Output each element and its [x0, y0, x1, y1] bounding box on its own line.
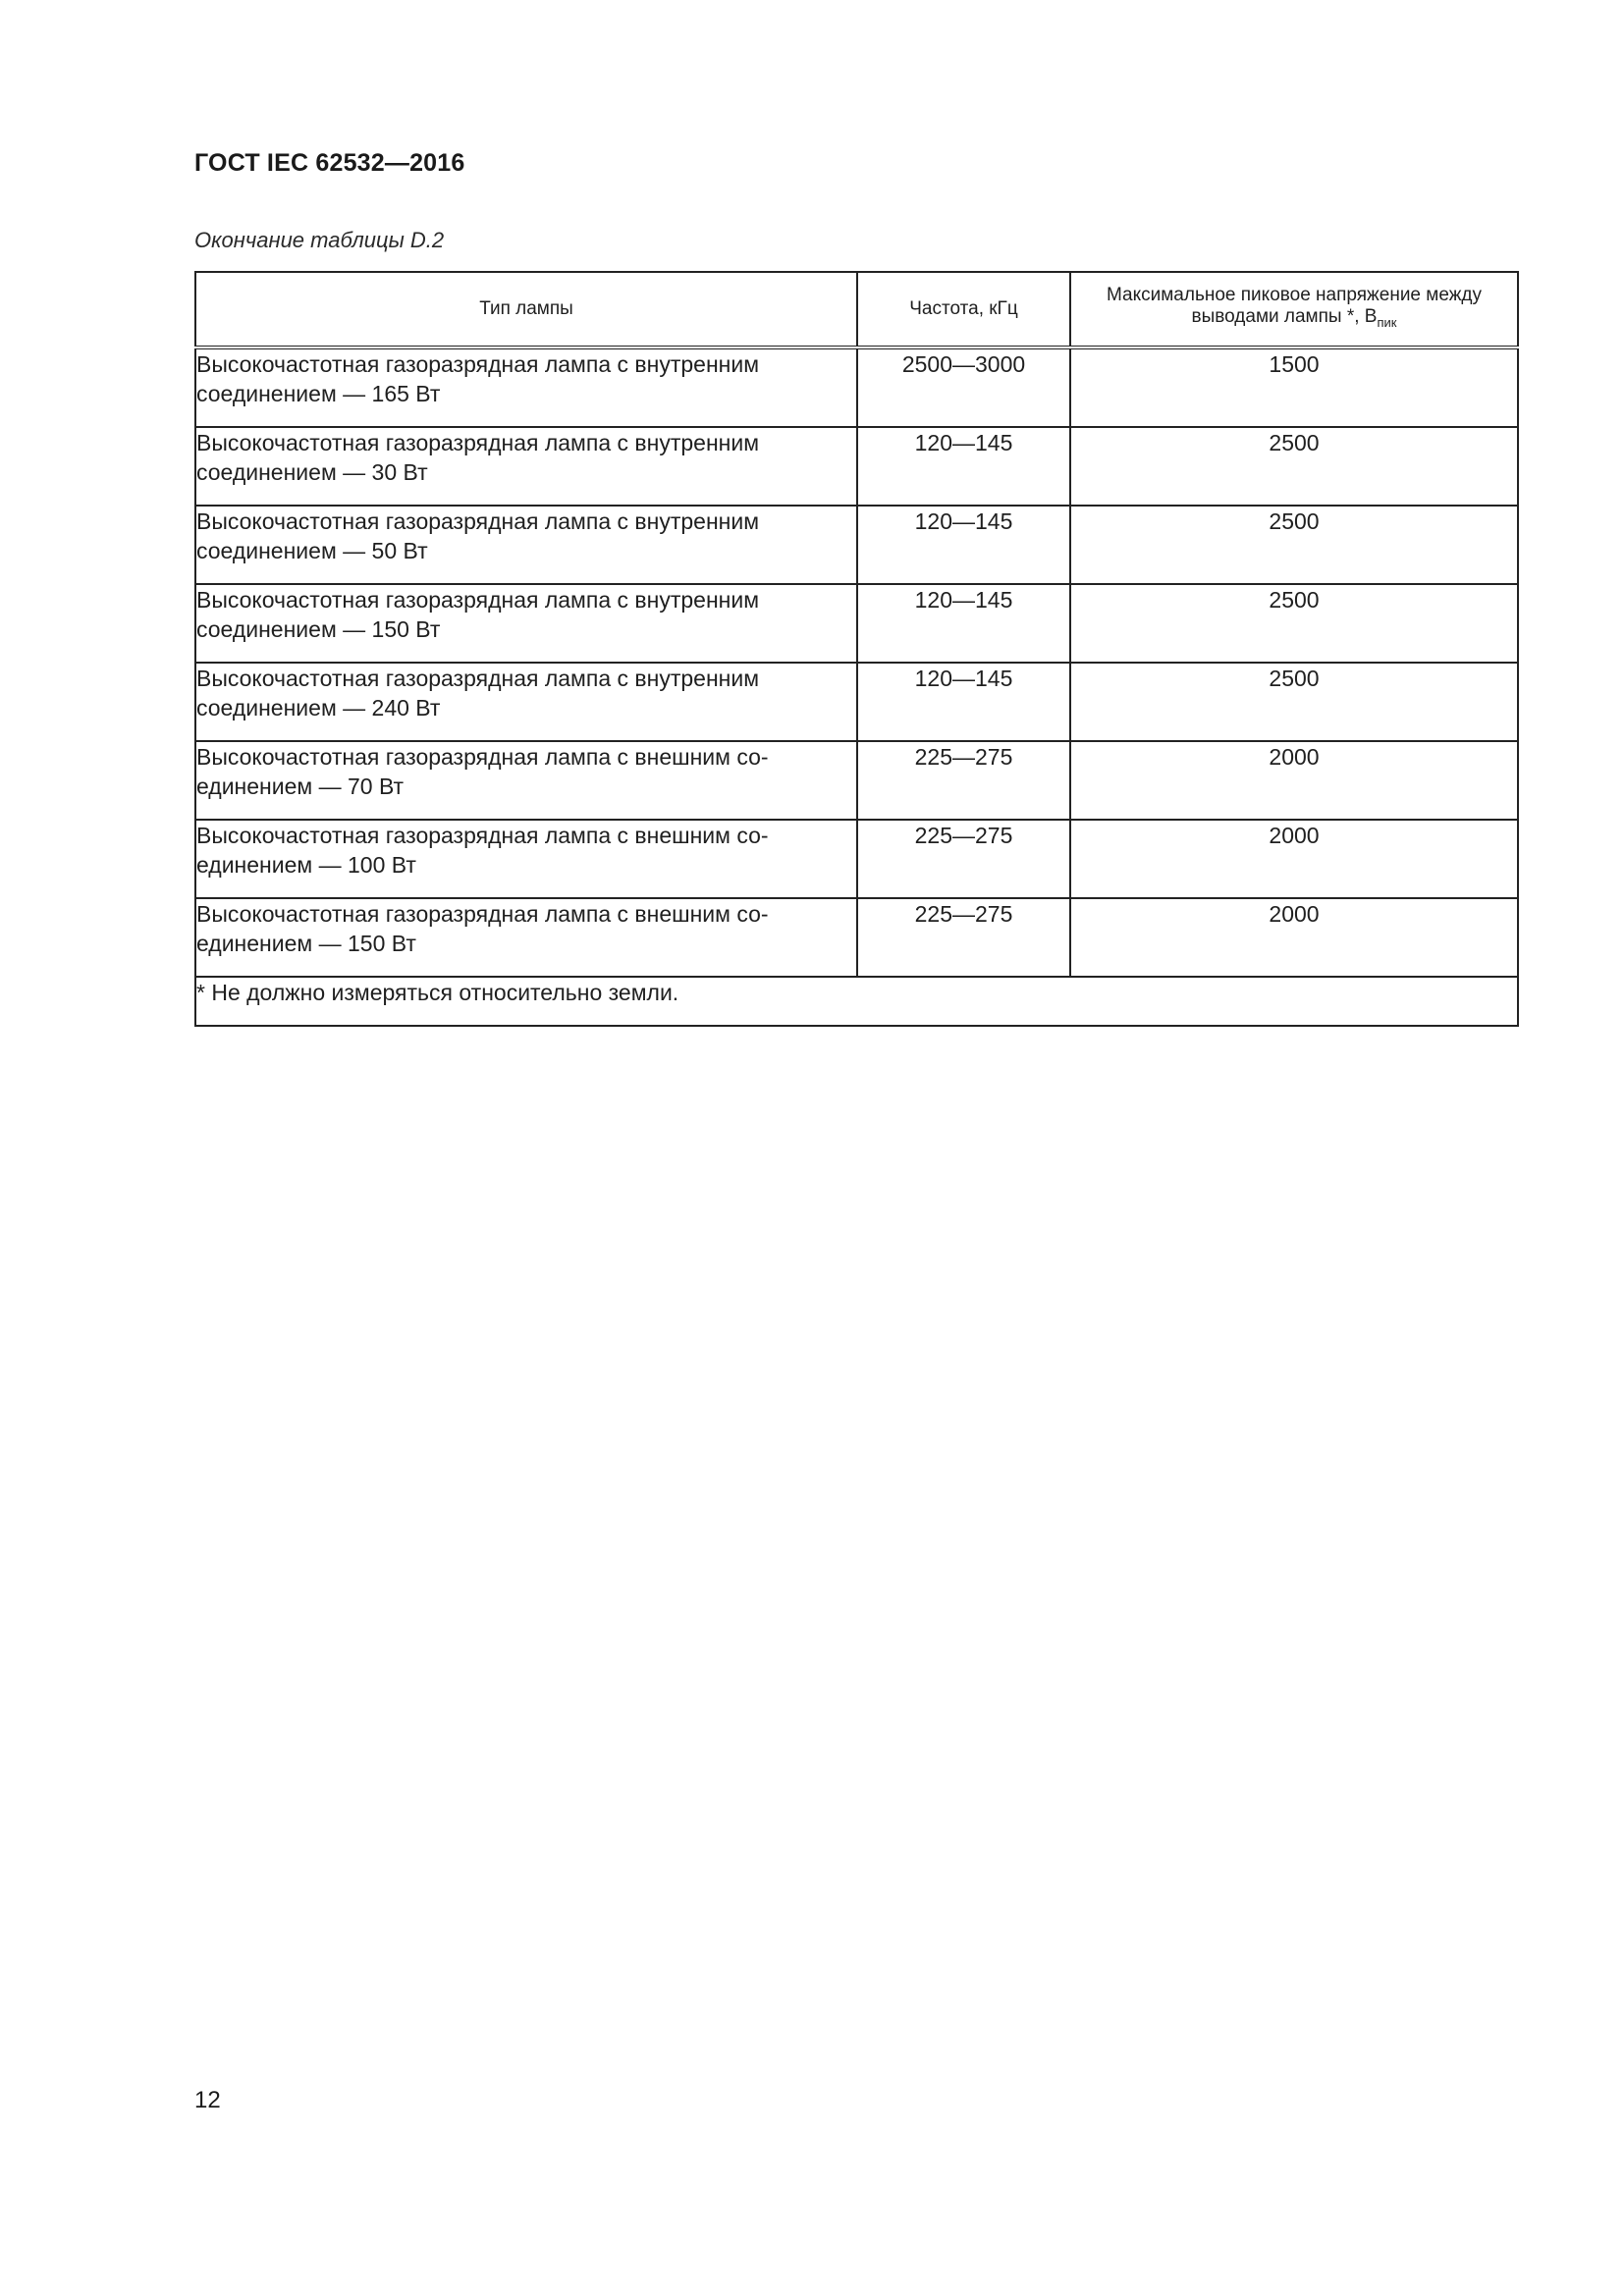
frequency-cell: 225—275	[857, 741, 1070, 820]
table-header-row	[195, 272, 1518, 347]
lamp-type-cell: Высокочастотная газоразрядная лампа с внешним со-единением — 150 Вт	[195, 898, 857, 977]
frequency-cell: 120—145	[857, 584, 1070, 663]
lamp-type-cell: Высокочастотная газоразрядная лампа с внутренним соединением — 50 Вт	[195, 506, 857, 584]
voltage-cell: 2500	[1070, 506, 1518, 584]
lamp-voltage-table	[194, 271, 1519, 1027]
table-row	[195, 347, 1518, 427]
table-row	[195, 427, 1518, 506]
column-header-frequency: Частота, кГц	[857, 272, 1070, 347]
voltage-cell: 2000	[1070, 820, 1518, 898]
voltage-header-text: Максимальное пиковое напряжение между выводами лампы *, В	[1107, 285, 1482, 327]
column-header-voltage	[1070, 272, 1518, 347]
table-footnote-row	[195, 977, 1518, 1026]
table-row	[195, 584, 1518, 663]
lamp-type-cell: Высокочастотная газоразрядная лампа с внутренним соединением — 165 Вт	[195, 347, 857, 427]
voltage-cell: 2500	[1070, 584, 1518, 663]
table-body	[195, 347, 1518, 1026]
table-row	[195, 506, 1518, 584]
lamp-type-cell: Высокочастотная газоразрядная лампа с внешним со-единением — 70 Вт	[195, 741, 857, 820]
lamp-type-cell: Высокочастотная газоразрядная лампа с внутренним соединением — 240 Вт	[195, 663, 857, 741]
lamp-type-cell: Высокочастотная газоразрядная лампа с внешним со-единением — 100 Вт	[195, 820, 857, 898]
frequency-cell: 225—275	[857, 820, 1070, 898]
frequency-cell: 2500—3000	[857, 347, 1070, 427]
lamp-type-cell: Высокочастотная газоразрядная лампа с внутренним соединением — 30 Вт	[195, 427, 857, 506]
frequency-cell: 225—275	[857, 898, 1070, 977]
page-number: 12	[194, 2087, 221, 2113]
table-caption: Окончание таблицы D.2	[194, 228, 445, 252]
voltage-cell: 2000	[1070, 898, 1518, 977]
voltage-cell: 2000	[1070, 741, 1518, 820]
table-row	[195, 741, 1518, 820]
table-footnote: * Не должно измеряться относительно земли.	[195, 977, 1518, 1026]
table-row	[195, 663, 1518, 741]
voltage-cell: 1500	[1070, 347, 1518, 427]
frequency-cell: 120—145	[857, 427, 1070, 506]
column-header-type: Тип лампы	[195, 272, 857, 347]
table-row	[195, 898, 1518, 977]
voltage-cell: 2500	[1070, 663, 1518, 741]
lamp-type-cell: Высокочастотная газоразрядная лампа с внутренним соединением — 150 Вт	[195, 584, 857, 663]
document-header: ГОСТ IEC 62532—2016	[194, 149, 465, 177]
table-row	[195, 820, 1518, 898]
frequency-cell: 120—145	[857, 506, 1070, 584]
frequency-cell: 120—145	[857, 663, 1070, 741]
voltage-header-subscript: пик	[1377, 315, 1397, 330]
voltage-cell: 2500	[1070, 427, 1518, 506]
